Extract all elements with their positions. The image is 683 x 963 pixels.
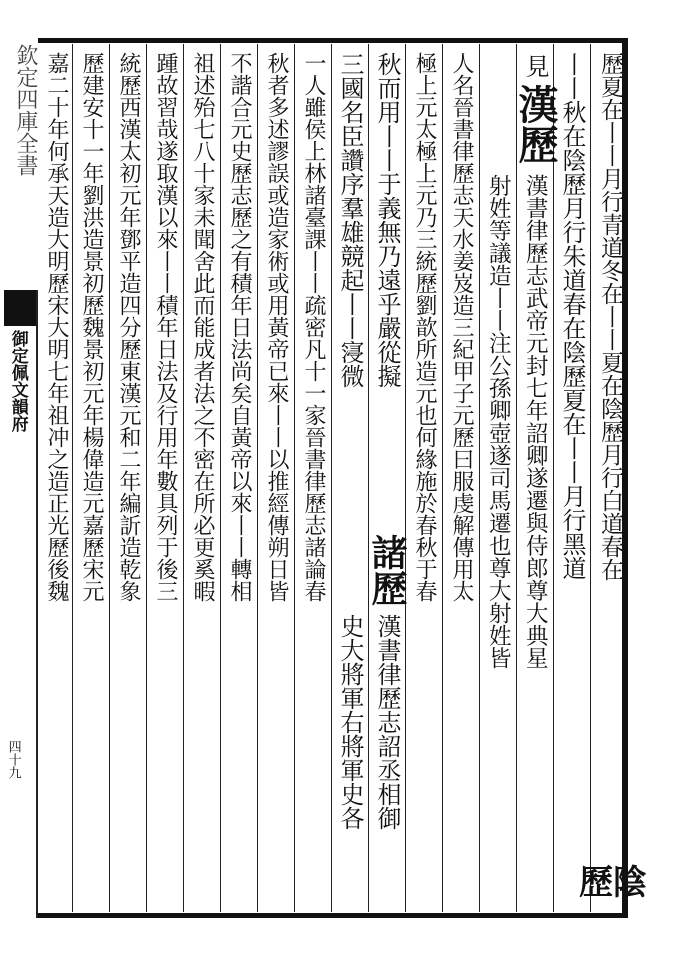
column-text: 極上元太極上元乃三統歷劉歆所造元也何緣施於春秋于春 xyxy=(412,52,437,602)
big-heading: 陰歷 xyxy=(572,864,647,898)
column-text: 歷建安十一年劉洪造景初歷魏景初元年楊偉造元嘉歷宋元 xyxy=(79,52,104,602)
column-text: 秋者多述謬誤或造家術或用黃帝已來丨丨以推經傳朔日皆 xyxy=(264,52,289,602)
big-heading: 漢歷 xyxy=(512,84,559,164)
column-text-after: 漢書律歷志詔丞相御 xyxy=(373,614,401,830)
column-text: 歷夏在丨丨月行青道冬在丨丨夏在陰歷月行白道春在 xyxy=(597,52,623,581)
gutter-black-bar xyxy=(4,290,38,326)
column-text: 秋而用丨丨于義無乃遠乎嚴從擬 xyxy=(373,52,401,388)
column-13 xyxy=(146,44,183,912)
column-7 xyxy=(366,44,408,912)
column-11 xyxy=(220,44,257,912)
column-text: 嘉二十年何承天造大明歷宋大明七年祖冲之造正光歷後魏 xyxy=(44,52,69,602)
column-14 xyxy=(109,44,146,912)
column-12 xyxy=(183,44,220,912)
column-text: 人名晉書律歷志天水姜岌造三紀甲子元歷曰服虔解傳用太 xyxy=(449,52,474,602)
column-4 xyxy=(479,44,516,912)
column-3 xyxy=(512,44,559,912)
gutter-header: 欽定四庫全書 xyxy=(13,44,38,176)
column-8 xyxy=(331,44,368,912)
column-10 xyxy=(257,44,294,912)
column-text: 不諧合元史歷志歷之有積年日法尚矣自黃帝以來丨丨轉相 xyxy=(227,52,252,602)
column-text: 踵故習哉遂取漢以來丨丨積年日法及行用年數具列于後三 xyxy=(153,52,178,602)
column-15 xyxy=(72,44,109,912)
column-16 xyxy=(40,44,72,912)
column-text: 見 xyxy=(521,54,549,78)
column-text-after: 史大將軍右將軍史各 xyxy=(336,614,364,830)
column-text: 一人雖侯上林諸臺課丨丨疏密凡十一家晉書律歷志諸論春 xyxy=(301,52,326,602)
column-2 xyxy=(553,44,590,912)
column-text: 祖述殆七八十家未聞舍此而能成者法之不密在所必更奚暇 xyxy=(190,52,215,602)
column-6 xyxy=(405,44,442,912)
column-text: 丨丨秋在陰歷月行朱道春在陰歷夏在丨丨月行黑道 xyxy=(558,52,586,580)
book-title: 御定佩文韻府 xyxy=(7,330,28,432)
column-5 xyxy=(442,44,479,912)
column-9 xyxy=(294,44,331,912)
page-number: 四十九 xyxy=(5,740,21,779)
column-text-after: 射姓等議造丨丨注公孫卿壺遂司馬遷也尊大射姓皆 xyxy=(485,174,512,669)
column-text: 三國名臣讚序羣雄競起丨丨寖微 xyxy=(336,52,364,388)
column-text-after: 漢書律歷志武帝元封七年詔卿遂遷與侍郎尊大典星 xyxy=(522,174,549,669)
big-heading: 諸歷 xyxy=(366,534,408,606)
column-text: 統歷西漢太初元年鄧平造四分歷東漢元和二年編訢造乾象 xyxy=(116,52,141,602)
